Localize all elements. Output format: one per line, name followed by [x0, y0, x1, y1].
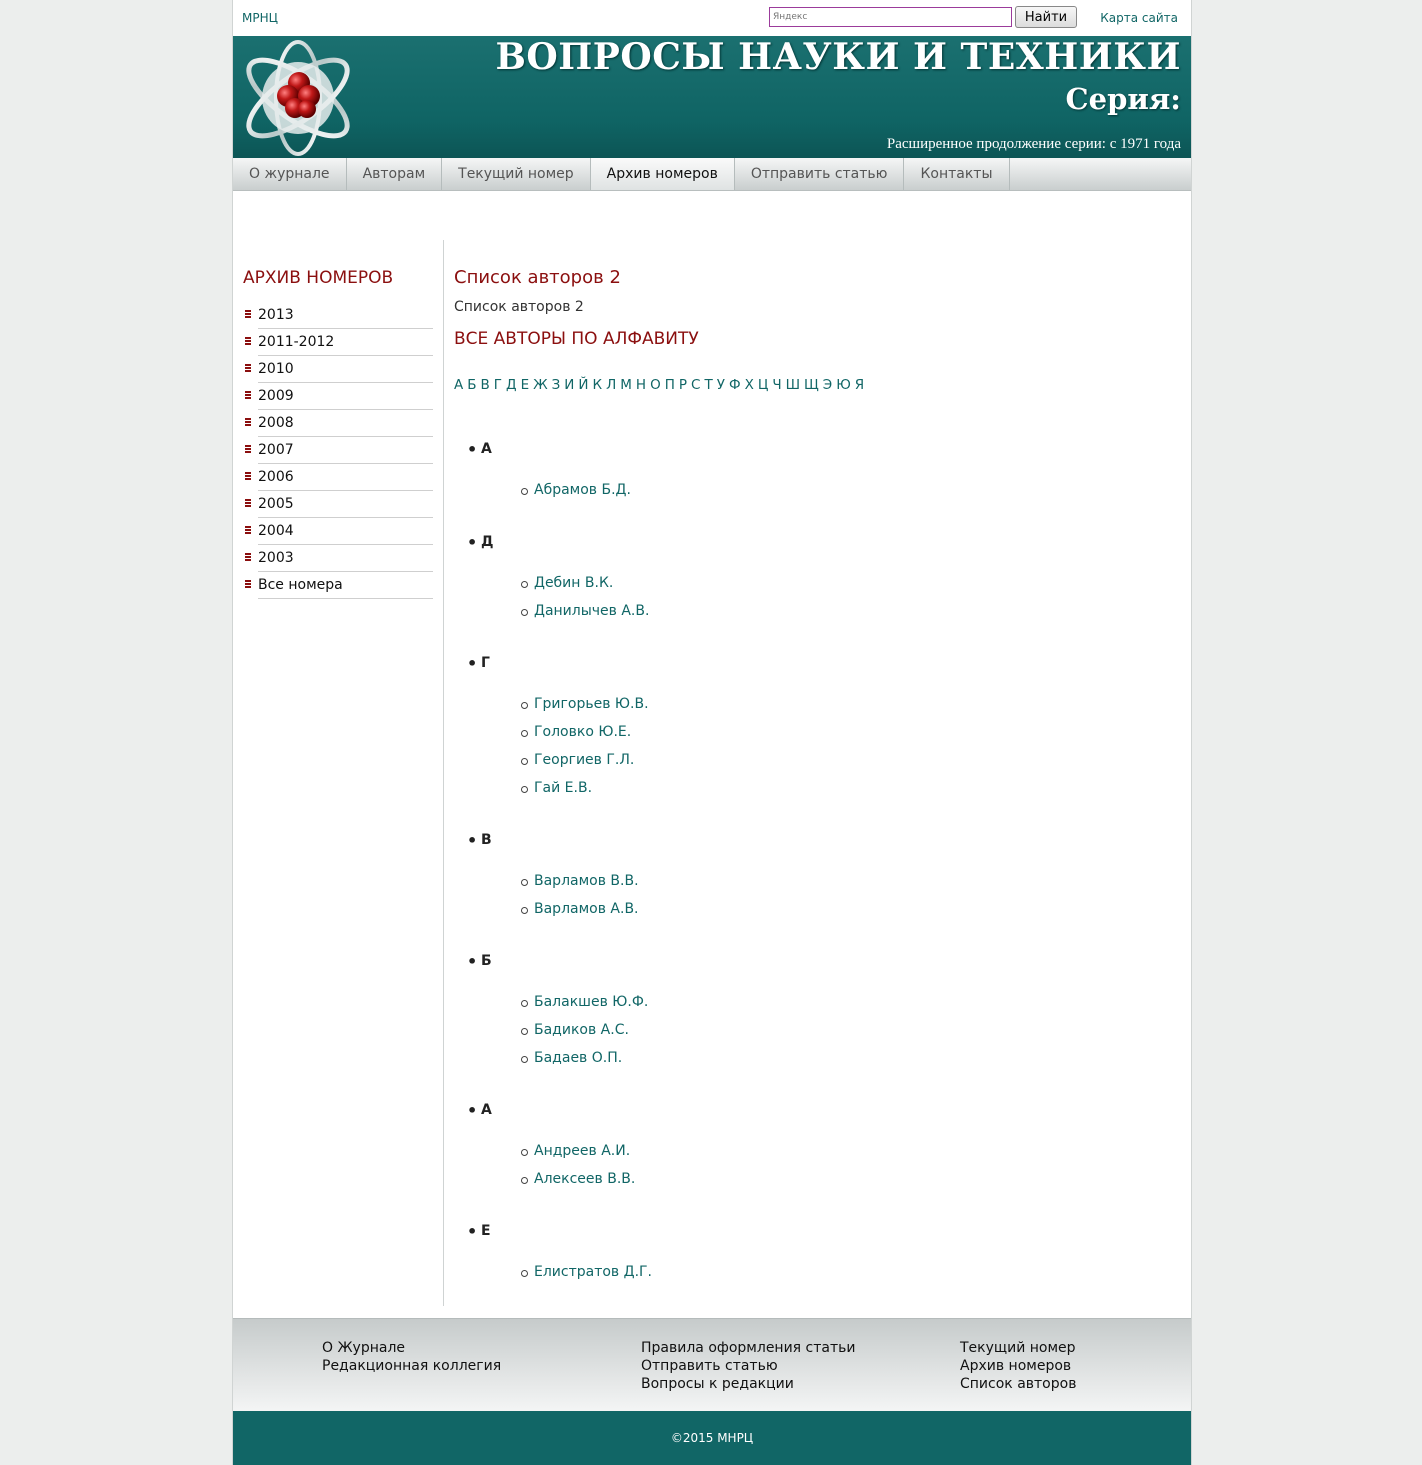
alphabet-letter-link[interactable]: Б — [467, 377, 477, 393]
page — [232, 0, 1192, 1465]
alphabet-letter-link[interactable]: К — [592, 377, 603, 393]
bullet-icon — [245, 445, 251, 454]
nav-item-contacts[interactable]: Контакты — [904, 158, 1009, 190]
bullet-icon — [245, 310, 251, 319]
sitemap-link[interactable]: Карта сайта — [1100, 11, 1178, 25]
search-button[interactable]: Найти — [1015, 6, 1077, 28]
author-link[interactable]: Георгиев Г.Л. — [534, 752, 635, 768]
alphabet-letter-link[interactable]: Д — [506, 377, 517, 393]
footer-link-questions[interactable]: Вопросы к редакции — [641, 1376, 794, 1392]
sidebar-title: АРХИВ НОМЕРОВ — [243, 268, 394, 288]
brand-link[interactable]: МРНЦ — [242, 11, 278, 25]
sidebar-item-all-issues[interactable]: Все номера — [258, 572, 433, 599]
alphabet-letter-link[interactable]: О — [650, 377, 661, 393]
footer-link-editorial-board[interactable]: Редакционная коллегия — [322, 1358, 502, 1374]
sidebar-item-2013[interactable]: 2013 — [258, 302, 433, 329]
alphabet-letter-link[interactable]: Ж — [533, 377, 548, 393]
nav-item-current-issue[interactable]: Текущий номер — [442, 158, 591, 190]
main-content — [454, 240, 1174, 1280]
alphabet-letter-link[interactable]: А — [454, 377, 464, 393]
footer-column-issues — [960, 1339, 1076, 1393]
site-header — [233, 36, 1191, 158]
alphabet-letter-link[interactable]: Ю — [836, 377, 851, 393]
alphabet-letter-link[interactable]: Р — [678, 377, 688, 393]
author-link[interactable]: Балакшев Ю.Ф. — [534, 994, 649, 1010]
bullet-icon — [245, 472, 251, 481]
author-group-letter: • В — [481, 832, 492, 848]
bullet-icon — [245, 526, 251, 535]
footer-link-about[interactable]: О Журнале — [322, 1340, 406, 1356]
bullet-icon — [245, 499, 251, 508]
sidebar-item-2006[interactable]: 2006 — [258, 464, 433, 491]
author-link[interactable]: Григорьев Ю.В. — [534, 696, 649, 712]
alphabet-letter-link[interactable]: Х — [744, 377, 754, 393]
sidebar-item-2005[interactable]: 2005 — [258, 491, 433, 518]
alphabet-letter-link[interactable]: Т — [704, 377, 713, 393]
author-group-letter: • Д — [481, 534, 493, 550]
nav-item-archive[interactable]: Архив номеров — [591, 158, 735, 190]
author-link[interactable]: Головко Ю.Е. — [534, 724, 632, 740]
sidebar-item-2011-2012[interactable]: 2011-2012 — [258, 329, 433, 356]
column-divider — [443, 240, 444, 1306]
alphabet-letter-link[interactable]: Й — [578, 377, 589, 393]
sidebar-item-2010[interactable]: 2010 — [258, 356, 433, 383]
bullet-icon — [245, 553, 251, 562]
alphabet-letter-link[interactable]: В — [480, 377, 490, 393]
footer-column-authors — [641, 1339, 856, 1393]
nav-item-about[interactable]: О журнале — [233, 158, 347, 190]
series-title: Серия: — [1065, 82, 1181, 116]
alphabet-letter-link[interactable]: Л — [606, 377, 617, 393]
author-link[interactable]: Гай Е.В. — [534, 780, 593, 796]
bullet-icon — [245, 364, 251, 373]
search-input[interactable] — [769, 7, 1012, 27]
alphabet-letter-link[interactable]: З — [551, 377, 561, 393]
author-group-letter: • Б — [481, 953, 492, 969]
alphabet-letter-link[interactable]: Ч — [772, 377, 782, 393]
alphabet-letter-link[interactable]: С — [691, 377, 701, 393]
alphabet-letter-link[interactable]: Ц — [757, 377, 769, 393]
footer-link-author-list[interactable]: Список авторов — [960, 1376, 1077, 1392]
nav-item-authors[interactable]: Авторам — [347, 158, 443, 190]
alphabet-letter-link[interactable]: Ш — [785, 377, 801, 393]
series-continuation: Расширенное продолжение серии: с 1971 года — [886, 136, 1181, 152]
sidebar-item-2007[interactable]: 2007 — [258, 437, 433, 464]
author-link[interactable]: Елистратов Д.Г. — [534, 1264, 653, 1280]
bullet-icon — [245, 418, 251, 427]
journal-title: ВОПРОСЫ НАУКИ И ТЕХНИКИ — [495, 36, 1181, 78]
footer-link-submit-article[interactable]: Отправить статью — [641, 1358, 778, 1374]
author-link[interactable]: Андреев А.И. — [534, 1143, 631, 1159]
alphabet-letter-link[interactable]: М — [620, 377, 632, 393]
top-bar — [233, 0, 1191, 36]
alphabet-letter-link[interactable]: Щ — [804, 377, 819, 393]
footer-column-journal — [322, 1339, 501, 1375]
footer-link-formatting-rules[interactable]: Правила оформления статьи — [641, 1340, 856, 1356]
author-link[interactable]: Данилычев А.В. — [534, 603, 650, 619]
alphabet-letter-link[interactable]: Э — [822, 377, 833, 393]
author-link[interactable]: Абрамов Б.Д. — [534, 482, 631, 498]
alphabet-letter-link[interactable]: И — [564, 377, 575, 393]
author-group-letter: • Е — [481, 1223, 491, 1239]
alphabet-letter-link[interactable]: П — [664, 377, 675, 393]
bullet-icon — [245, 337, 251, 346]
atom-logo-icon[interactable] — [237, 38, 361, 156]
main-nav — [233, 158, 1191, 191]
page-subtitle: Список авторов 2 — [454, 299, 584, 315]
copyright: ©2015 МНРЦ — [233, 1411, 1191, 1465]
alphabet-letter-link[interactable]: Я — [854, 377, 865, 393]
alphabet-letter-link[interactable]: У — [716, 377, 725, 393]
author-group-letter: • Г — [481, 655, 490, 671]
bullet-icon — [245, 391, 251, 400]
footer-link-current-issue[interactable]: Текущий номер — [960, 1340, 1076, 1356]
footer-link-archive[interactable]: Архив номеров — [960, 1358, 1072, 1374]
author-group-letter: • А — [481, 1102, 492, 1118]
nav-item-submit-article[interactable]: Отправить статью — [735, 158, 905, 190]
alphabet-index — [454, 377, 1174, 393]
author-link[interactable]: Дебин В.К. — [534, 575, 614, 591]
alphabet-letter-link[interactable]: Е — [520, 377, 530, 393]
archive-sidebar — [243, 240, 433, 599]
bullet-icon — [245, 580, 251, 589]
author-link[interactable]: Варламов А.В. — [534, 901, 639, 917]
alphabet-letter-link[interactable]: Ф — [728, 377, 741, 393]
author-group-letter: • А — [481, 441, 492, 457]
sidebar-item-2004[interactable]: 2004 — [258, 518, 433, 545]
alphabet-letter-link[interactable]: Г — [493, 377, 503, 393]
sidebar-item-2009[interactable]: 2009 — [258, 383, 433, 410]
sidebar-item-2003[interactable]: 2003 — [258, 545, 433, 572]
alphabet-letter-link[interactable]: Н — [635, 377, 647, 393]
footer-links — [233, 1318, 1191, 1412]
author-link[interactable]: Алексеев В.В. — [534, 1171, 636, 1187]
author-link[interactable]: Бадиков А.С. — [534, 1022, 629, 1038]
author-link[interactable]: Бадаев О.П. — [534, 1050, 623, 1066]
page-title: Список авторов 2 — [454, 267, 621, 288]
author-link[interactable]: Варламов В.В. — [534, 873, 639, 889]
section-title: ВСЕ АВТОРЫ ПО АЛФАВИТУ — [454, 329, 699, 349]
sidebar-item-2008[interactable]: 2008 — [258, 410, 433, 437]
